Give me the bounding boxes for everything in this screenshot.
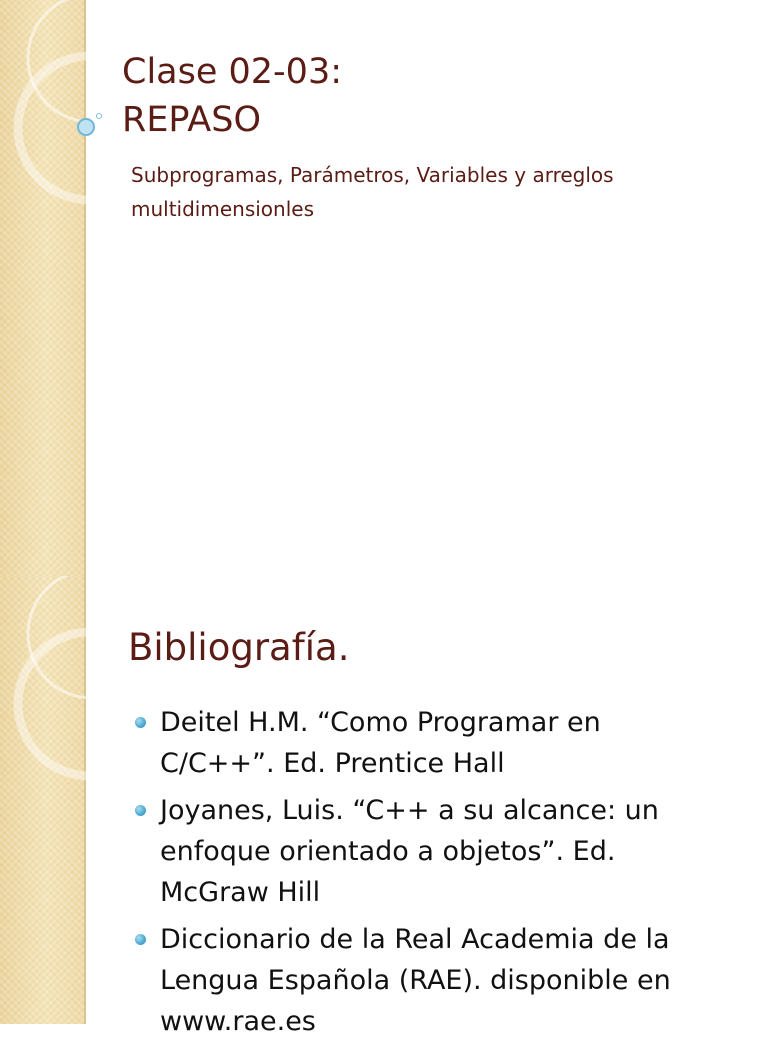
circle-bullet-icon <box>135 934 146 945</box>
bibliography-heading: Bibliografía. <box>128 626 350 669</box>
side-band-edge <box>84 0 86 576</box>
bibliography-item-line: www.rae.es <box>160 1006 316 1037</box>
bibliography-item-line: enfoque orientado a objetos”. Ed. <box>160 836 616 867</box>
slide-side-band <box>0 576 84 1024</box>
bibliography-item <box>134 702 734 784</box>
bibliography-item <box>134 790 734 913</box>
bibliography-item-line: Diccionario de la Real Academia de la <box>160 924 670 955</box>
bibliography-item-line: Deitel H.M. “Como Programar en <box>160 707 601 738</box>
slide-side-band <box>0 0 84 576</box>
title-line-2: REPASO <box>122 100 262 140</box>
bibliography-item-line: Lengua Española (RAE). disponible en <box>160 965 671 996</box>
subtitle-line-1: Subprogramas, Parámetros, Variables y arreglos <box>131 163 614 187</box>
subtitle-line-2: multidimensionles <box>131 197 314 221</box>
bibliography-list <box>134 702 734 1048</box>
slide-subtitle <box>131 158 711 226</box>
side-band-edge <box>84 576 86 1024</box>
title-line-1: Clase 02-03: <box>122 52 342 92</box>
bibliography-item-line: McGraw Hill <box>160 877 321 908</box>
circle-bullet-icon <box>135 805 146 816</box>
circle-bullet-icon <box>135 717 146 728</box>
bibliography-item-line: Joyanes, Luis. “C++ a su alcance: un <box>160 795 659 826</box>
slide-title <box>122 48 342 144</box>
bibliography-item-line: C/C++”. Ed. Prentice Hall <box>160 748 505 779</box>
